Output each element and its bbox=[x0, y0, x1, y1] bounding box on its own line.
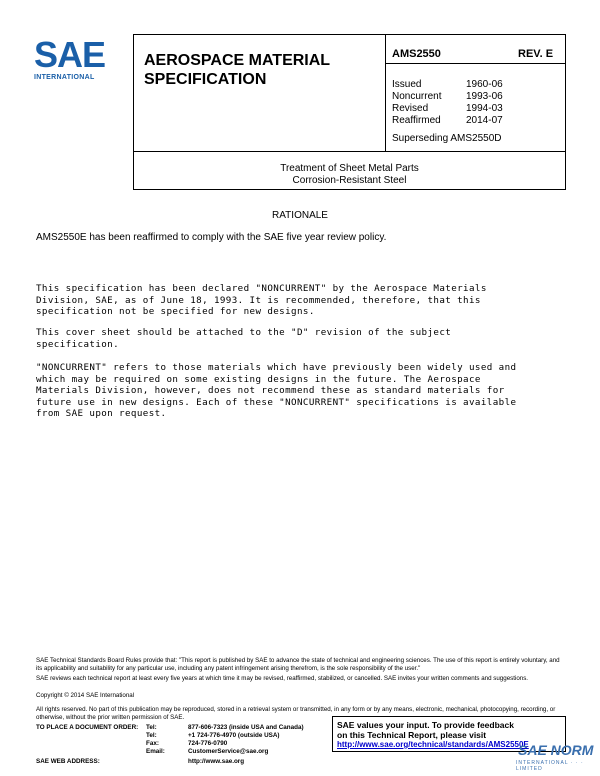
contact-key: Tel: bbox=[146, 732, 157, 739]
footer-board-rules: SAE Technical Standards Board Rules provide that: "This report is published by SAE to advance the state of technical and engineering sciences. The use of this report is entirely voluntary, and its applicability and suitability for any particular use, including any patent infringement arising therefrom, is the sole responsibility of the user." bbox=[36, 657, 560, 672]
footer-review-note: SAE reviews each technical report at least every five years at which time it may be revised, reaffirmed, stabilized, or cancelled. SAE invites your written comments and suggestions. bbox=[36, 675, 529, 682]
subject-line1: Treatment of Sheet Metal Parts bbox=[280, 163, 419, 174]
noncurrent-paragraph-2 bbox=[36, 327, 556, 350]
date-value: 1993-06 bbox=[466, 91, 503, 102]
date-row bbox=[392, 91, 503, 103]
footer-copyright: Copyright © 2014 SAE International bbox=[36, 692, 135, 699]
footer-rights: All rights reserved. No part of this publication may be reproduced, stored in a retrieval system or transmitted, in any form or by any means, electronic, mechanical, photocopying, recording, or otherwise, without the prior written permission of SAE. bbox=[36, 706, 556, 721]
watermark bbox=[506, 740, 600, 772]
rationale-heading: RATIONALE bbox=[272, 210, 328, 221]
contact-value: +1 724-776-4970 (outside USA) bbox=[188, 732, 280, 739]
logo-subtitle: INTERNATIONAL bbox=[34, 74, 95, 81]
divider bbox=[385, 63, 566, 64]
date-value: 1994-03 bbox=[466, 103, 503, 114]
spec-title-line2: SPECIFICATION bbox=[144, 71, 267, 88]
text-line: from SAE upon request. bbox=[36, 408, 167, 419]
feedback-link[interactable]: http://www.sae.org/technical/standards/AMS2550E bbox=[337, 740, 529, 749]
date-value: 2014-07 bbox=[466, 115, 503, 126]
order-label: TO PLACE A DOCUMENT ORDER: bbox=[36, 724, 139, 731]
text-line: future use in new designs. Each of these "NONCURRENT" specifications is available bbox=[36, 396, 517, 408]
text-line: Materials Division, however, does not recommend these as standard materials for bbox=[36, 385, 505, 396]
contact-key: Email: bbox=[146, 748, 165, 755]
date-label: Reaffirmed bbox=[392, 115, 441, 126]
contact-row bbox=[146, 724, 304, 732]
text-line: which may be required on some existing designs in the future. The Aerospace bbox=[36, 373, 481, 385]
contact-key: Fax: bbox=[146, 740, 159, 747]
date-label: Issued bbox=[392, 79, 422, 90]
date-label: Noncurrent bbox=[392, 91, 442, 102]
watermark-text: SAE NORM bbox=[518, 742, 594, 758]
spec-title bbox=[144, 51, 374, 89]
sae-logo bbox=[34, 36, 124, 86]
superseding-note: Superseding AMS2550D bbox=[392, 133, 502, 144]
text-line: Division, SAE, as of June 18, 1993. It is recommended, therefore, that this bbox=[36, 294, 481, 306]
contact-row bbox=[146, 740, 304, 748]
contact-value: 877-606-7323 (inside USA and Canada) bbox=[188, 724, 304, 731]
subject-line2: Corrosion-Resistant Steel bbox=[292, 175, 407, 186]
contact-row bbox=[146, 748, 304, 756]
date-row bbox=[392, 79, 503, 91]
spec-title-line1: AEROSPACE MATERIAL bbox=[144, 52, 331, 69]
contact-row bbox=[146, 732, 304, 740]
contact-email[interactable]: CustomerService@sae.org bbox=[188, 748, 269, 755]
text-line: This specification has been declared "NONCURRENT" by the Aerospace Materials bbox=[36, 283, 487, 294]
noncurrent-paragraph-3 bbox=[36, 362, 556, 420]
logo-wordmark: SAE bbox=[34, 34, 106, 75]
date-history bbox=[392, 79, 503, 127]
feedback-line1: SAE values your input. To provide feedback bbox=[337, 720, 514, 730]
rationale-text: AMS2550E has been reaffirmed to comply with the SAE five year review policy. bbox=[36, 232, 387, 243]
order-contacts bbox=[146, 724, 304, 756]
text-line: "NONCURRENT" refers to those materials which have previously been widely used and bbox=[36, 362, 517, 373]
text-line: specification not be specified for new designs. bbox=[36, 306, 315, 317]
noncurrent-paragraph-1 bbox=[36, 283, 556, 318]
date-label: Revised bbox=[392, 103, 429, 114]
date-row bbox=[392, 103, 503, 115]
spec-header-box bbox=[133, 34, 566, 190]
document-number: AMS2550 bbox=[392, 48, 441, 60]
contact-key: Tel: bbox=[146, 724, 157, 731]
text-line: specification. bbox=[36, 338, 120, 350]
revision-label: REV. E bbox=[518, 48, 554, 60]
web-address-link[interactable]: http://www.sae.org bbox=[188, 758, 245, 765]
date-row bbox=[392, 115, 503, 127]
date-value: 1960-06 bbox=[466, 79, 503, 90]
watermark-subtext: INTERNATIONAL · · · LIMITED bbox=[516, 760, 584, 772]
feedback-line2: on this Technical Report, please visit bbox=[337, 730, 487, 740]
spec-subject bbox=[134, 163, 565, 187]
contact-value: 724-776-0790 bbox=[188, 740, 228, 747]
divider bbox=[385, 35, 386, 151]
divider bbox=[134, 151, 565, 152]
text-line: This cover sheet should be attached to the "D" revision of the subject bbox=[36, 327, 452, 338]
web-address-label: SAE WEB ADDRESS: bbox=[36, 758, 100, 765]
